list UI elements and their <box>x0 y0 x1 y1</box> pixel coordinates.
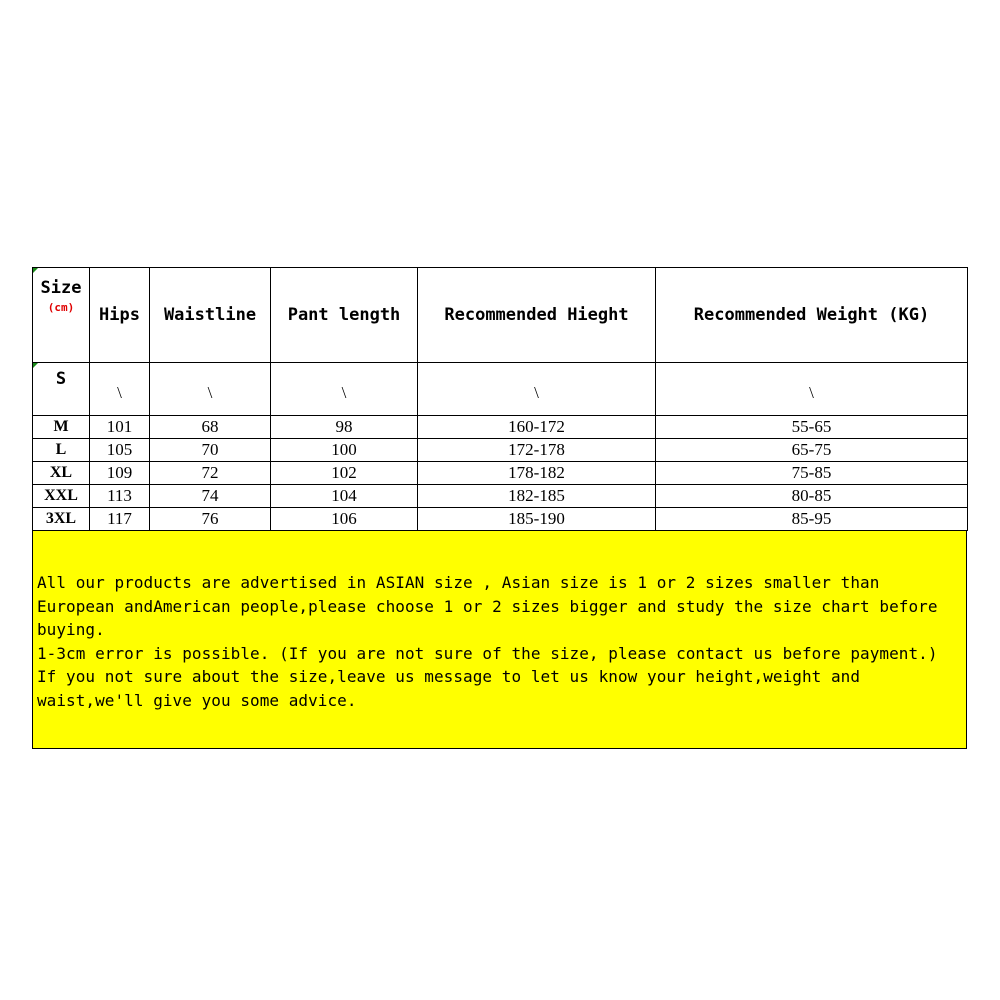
table-row <box>33 416 968 439</box>
column-header-pant-length: Pant length <box>271 268 418 363</box>
size-label: S <box>55 369 67 389</box>
notice-line: European andAmerican people,please choose 1 or 2 sizes bigger and study the size chart before <box>37 596 938 616</box>
table-cell: \ <box>90 363 150 416</box>
size-label: M <box>33 416 90 439</box>
column-header-hips: Hips <box>90 268 150 363</box>
notice-line: waist,we'll give you some advice. <box>37 690 357 710</box>
size-label: 3XL <box>33 508 90 531</box>
corner-marker <box>33 363 38 368</box>
table-cell: 106 <box>271 508 418 531</box>
table-cell: 55-65 <box>656 416 968 439</box>
size-label: XL <box>33 462 90 485</box>
size-header-cell <box>33 268 90 363</box>
column-header-recommended-height: Recommended Hieght <box>418 268 656 363</box>
table-cell: 75-85 <box>656 462 968 485</box>
table-cell: 80-85 <box>656 485 968 508</box>
size-notice-text <box>37 571 964 712</box>
table-cell: 117 <box>90 508 150 531</box>
table-cell: 104 <box>271 485 418 508</box>
table-cell: 185-190 <box>418 508 656 531</box>
table-cell: 182-185 <box>418 485 656 508</box>
column-header-waistline: Waistline <box>150 268 271 363</box>
table-cell: 98 <box>271 416 418 439</box>
table-cell: \ <box>656 363 968 416</box>
table-cell: \ <box>271 363 418 416</box>
table-row <box>33 485 968 508</box>
table-cell: 102 <box>271 462 418 485</box>
size-label: XXL <box>33 485 90 508</box>
table-cell: 105 <box>90 439 150 462</box>
table-cell: 85-95 <box>656 508 968 531</box>
size-label-cell <box>33 363 90 416</box>
corner-marker <box>33 268 38 273</box>
table-cell: \ <box>418 363 656 416</box>
table-row <box>33 462 968 485</box>
table-cell: 172-178 <box>418 439 656 462</box>
size-unit-label: (cm) <box>47 301 75 314</box>
size-label: L <box>33 439 90 462</box>
table-cell: 100 <box>271 439 418 462</box>
table-row <box>33 508 968 531</box>
table-cell: 68 <box>150 416 271 439</box>
size-notice-box <box>32 531 967 749</box>
header-row <box>33 268 968 363</box>
table-cell: 72 <box>150 462 271 485</box>
table-cell: 113 <box>90 485 150 508</box>
column-header-recommended-weight: Recommended Weight (KG) <box>656 268 968 363</box>
notice-line: 1-3cm error is possible. (If you are not sure of the size, please contact us before payment.) <box>37 643 938 663</box>
size-chart <box>32 267 967 749</box>
table-row <box>33 363 968 416</box>
table-cell: 178-182 <box>418 462 656 485</box>
table-cell: 74 <box>150 485 271 508</box>
table-cell: 160-172 <box>418 416 656 439</box>
table-cell: 70 <box>150 439 271 462</box>
size-table <box>32 267 968 531</box>
table-cell: 65-75 <box>656 439 968 462</box>
table-cell: 109 <box>90 462 150 485</box>
size-header-label: Size <box>40 278 82 298</box>
table-cell: 101 <box>90 416 150 439</box>
notice-line: buying. <box>37 620 105 639</box>
table-cell: \ <box>150 363 271 416</box>
notice-line: If you not sure about the size,leave us message to let us know your height,weight and <box>37 667 861 686</box>
table-cell: 76 <box>150 508 271 531</box>
notice-line: All our products are advertised in ASIAN size , Asian size is 1 or 2 sizes smaller than <box>37 573 880 592</box>
table-row <box>33 439 968 462</box>
